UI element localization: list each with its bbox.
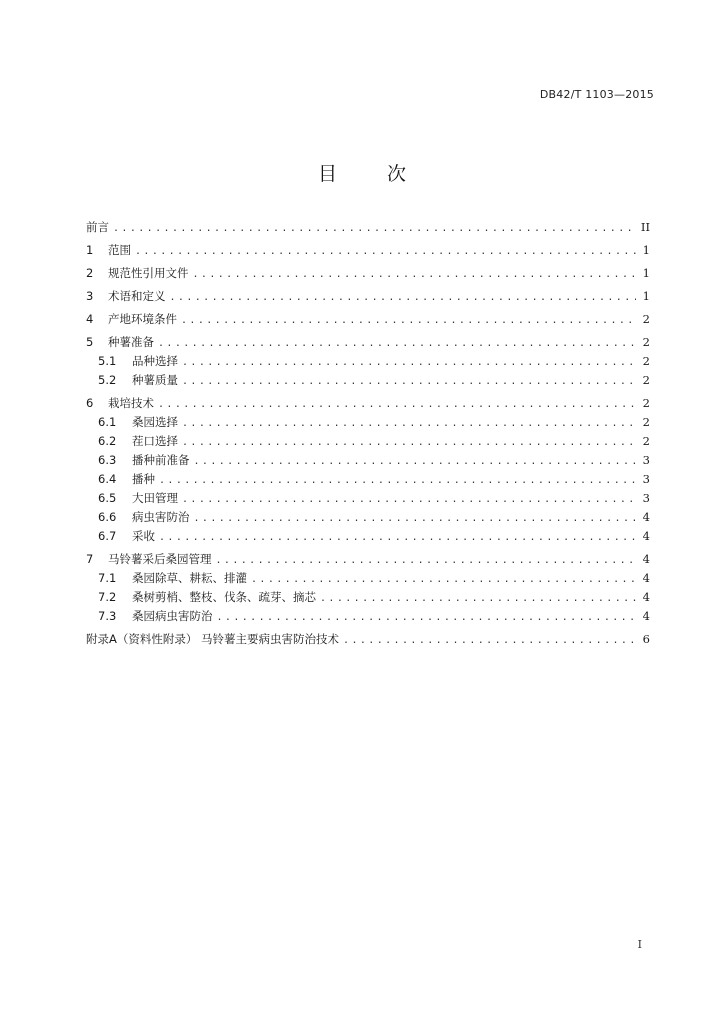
toc-entry[interactable] <box>86 352 650 371</box>
toc-entry-number: 6.7 <box>98 529 117 543</box>
toc-entry[interactable] <box>86 508 650 527</box>
toc-dot-leader <box>193 265 637 285</box>
toc-entry-number: 5.1 <box>98 354 117 368</box>
toc-entry-number: 6.6 <box>98 510 117 524</box>
toc-entry-page: II <box>640 220 650 234</box>
toc-entry-page: 2 <box>642 312 650 326</box>
toc-dot-leader <box>182 414 636 433</box>
toc-entry-page: 4 <box>642 510 650 524</box>
toc-entry-label: 栽培技术 <box>108 396 154 410</box>
toc-dot-leader <box>158 334 636 354</box>
toc-dot-leader <box>170 288 637 308</box>
toc-entry[interactable] <box>86 432 650 451</box>
toc-entry-page: 4 <box>642 609 650 623</box>
toc-entry-label: 桑园选择 <box>132 415 178 429</box>
toc-entry-label: 播种 <box>132 472 155 486</box>
toc-dot-leader <box>217 608 637 627</box>
toc-entry-number: 6 <box>86 396 94 410</box>
toc-dot-leader <box>135 242 636 262</box>
toc-dot-leader <box>182 433 636 452</box>
toc-entry-label: 茬口选择 <box>132 434 178 448</box>
toc-entry-page: 6 <box>642 632 650 646</box>
toc-entry-label: 病虫害防治 <box>132 510 190 524</box>
toc-entry[interactable] <box>86 527 650 546</box>
toc-entry[interactable] <box>86 240 650 260</box>
toc-entry-number: 3 <box>86 289 94 303</box>
toc-entry-label: 规范性引用文件 <box>108 266 189 280</box>
toc-dot-leader <box>182 353 636 372</box>
toc-entry-label: 前言 <box>86 220 109 234</box>
toc-entry[interactable] <box>86 588 650 607</box>
page-number: I <box>637 938 642 951</box>
toc-entry-label: 品种选择 <box>132 354 178 368</box>
toc-dot-leader <box>159 528 636 547</box>
toc-entry-page: 4 <box>642 529 650 543</box>
document-code: DB42/T 1103—2015 <box>539 88 654 101</box>
toc-entry-label: 播种前准备 <box>132 453 190 467</box>
toc-dot-leader <box>320 589 636 608</box>
toc-entry[interactable] <box>86 217 650 237</box>
toc-entry-label: 大田管理 <box>132 491 178 505</box>
toc-entry-page: 3 <box>642 472 650 486</box>
toc-entry-page: 2 <box>642 396 650 410</box>
toc-entry-label: 种薯准备 <box>108 335 154 349</box>
toc-entry-label: 种薯质量 <box>132 373 178 387</box>
toc-entry-number: 6.5 <box>98 491 117 505</box>
toc-entry-number: 2 <box>86 266 94 280</box>
toc-entry-page: 4 <box>642 571 650 585</box>
toc-entry[interactable] <box>86 309 650 329</box>
toc-entry[interactable] <box>86 263 650 283</box>
toc-entry-label: 产地环境条件 <box>108 312 177 326</box>
toc-dot-leader <box>194 509 637 528</box>
toc-entry[interactable] <box>86 451 650 470</box>
toc-entry-number: 5.2 <box>98 373 117 387</box>
toc-entry[interactable] <box>86 470 650 489</box>
toc-entry-page: 4 <box>642 552 650 566</box>
toc-entry-page: 1 <box>642 243 650 257</box>
toc-dot-leader <box>182 372 636 391</box>
toc-dot-leader <box>158 395 636 415</box>
toc-entry-number: 7.2 <box>98 590 117 604</box>
toc-entry-number: 6.1 <box>98 415 117 429</box>
toc-entry-label: 附录A（资料性附录） 马铃薯主要病虫害防治技术 <box>86 632 340 646</box>
toc-entry-number: 7.1 <box>98 571 117 585</box>
toc-entry-number: 6.3 <box>98 453 117 467</box>
toc-entry-label: 术语和定义 <box>108 289 166 303</box>
toc-entry-number: 5 <box>86 335 94 349</box>
toc-entry-page: 4 <box>642 590 650 604</box>
toc-dot-leader <box>343 631 636 651</box>
toc-entry-number: 7.3 <box>98 609 117 623</box>
toc-dot-leader <box>182 490 636 509</box>
toc-dot-leader <box>113 219 636 239</box>
toc-dot-leader <box>194 452 637 471</box>
toc-entry[interactable] <box>86 489 650 508</box>
toc-entry[interactable] <box>86 393 650 413</box>
toc-entry[interactable] <box>86 569 650 588</box>
toc-entry-label: 桑树剪梢、整枝、伐条、疏芽、摘芯 <box>132 590 316 604</box>
toc-entry[interactable] <box>86 629 650 649</box>
toc-title: 目 次 <box>317 163 429 185</box>
toc-dot-leader <box>159 471 636 490</box>
toc-entry-number: 6.4 <box>98 472 117 486</box>
toc-entry-number: 1 <box>86 243 94 257</box>
toc-entry[interactable] <box>86 549 650 569</box>
table-of-contents <box>86 217 650 649</box>
toc-entry[interactable] <box>86 371 650 390</box>
toc-entry-label: 马铃薯采后桑园管理 <box>108 552 212 566</box>
toc-entry-page: 3 <box>642 491 650 505</box>
toc-entry-number: 6.2 <box>98 434 117 448</box>
toc-entry-label: 桑园除草、耕耘、排灌 <box>132 571 247 585</box>
toc-entry-page: 2 <box>642 373 650 387</box>
toc-entry-page: 1 <box>642 289 650 303</box>
toc-entry-page: 2 <box>642 354 650 368</box>
toc-dot-leader <box>181 311 636 331</box>
toc-dot-leader <box>251 570 636 589</box>
toc-entry[interactable] <box>86 286 650 306</box>
toc-entry-page: 2 <box>642 415 650 429</box>
toc-entry-label: 采收 <box>132 529 155 543</box>
toc-entry-number: 7 <box>86 552 94 566</box>
toc-entry-label: 范围 <box>108 243 131 257</box>
toc-entry-number: 4 <box>86 312 94 326</box>
toc-entry[interactable] <box>86 332 650 352</box>
toc-entry-page: 2 <box>642 434 650 448</box>
toc-entry-page: 3 <box>642 453 650 467</box>
toc-entry-page: 1 <box>642 266 650 280</box>
toc-entry[interactable] <box>86 413 650 432</box>
toc-dot-leader <box>216 551 637 571</box>
toc-entry-label: 桑园病虫害防治 <box>132 609 213 623</box>
toc-entry[interactable] <box>86 607 650 626</box>
toc-entry-page: 2 <box>642 335 650 349</box>
